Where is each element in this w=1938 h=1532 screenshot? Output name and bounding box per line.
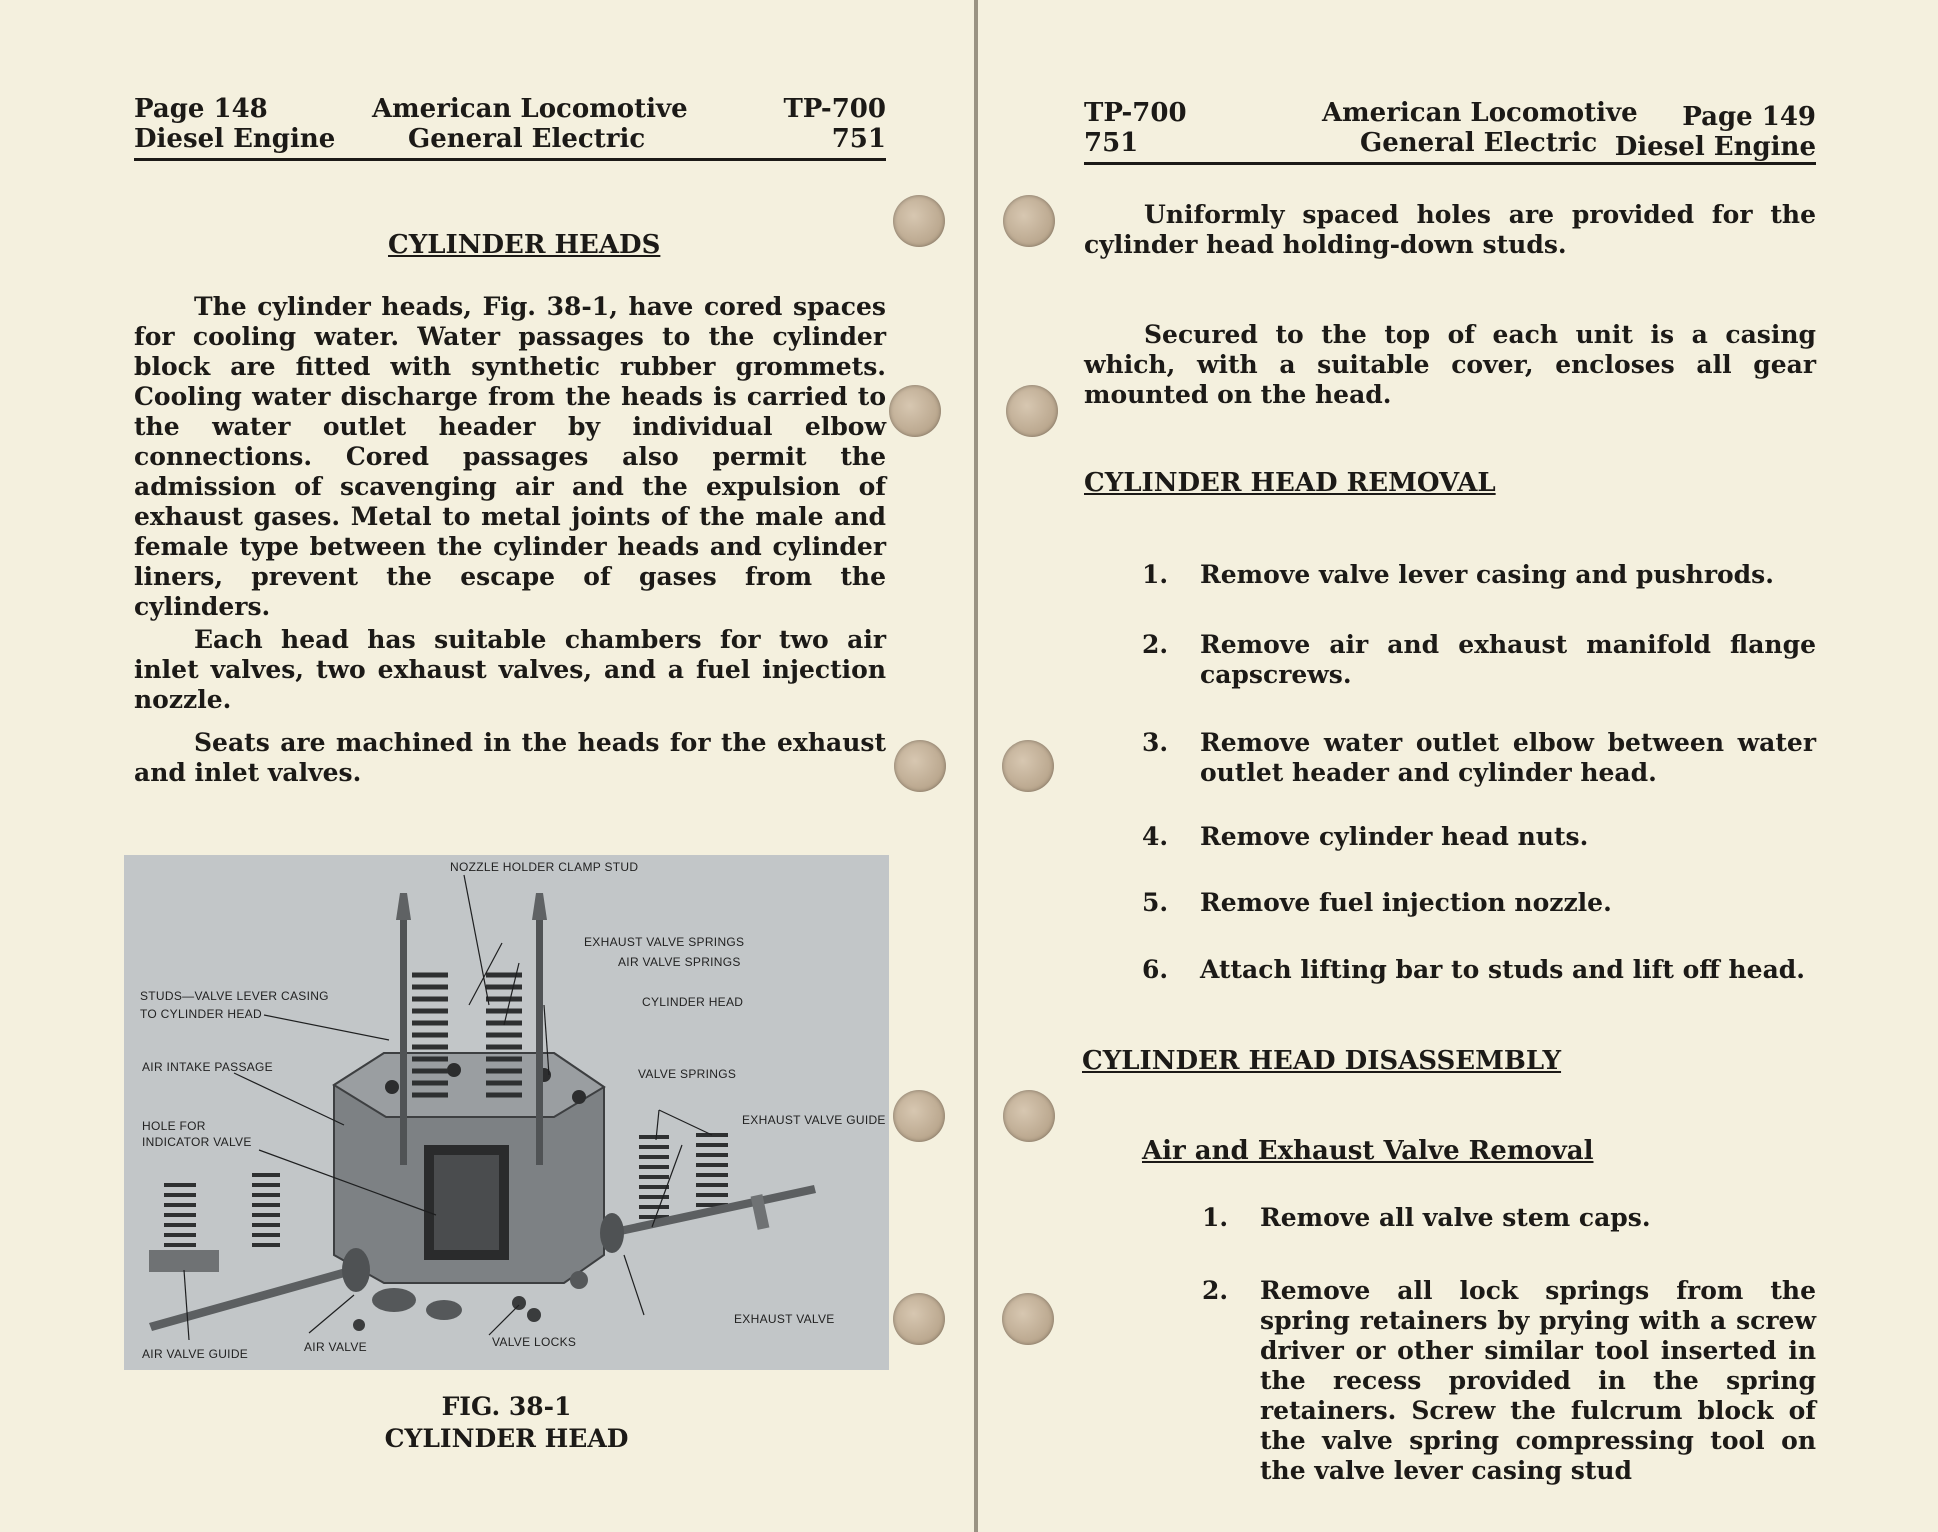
label-hole-line1: HOLE FOR — [142, 1119, 206, 1133]
list-number: 1. — [1142, 560, 1169, 589]
figure-caption-title: CYLINDER HEAD — [384, 1424, 629, 1453]
list-text: Attach lifting bar to studs and lift off head. — [1200, 955, 1805, 984]
label-hole-line2: INDICATOR VALVE — [142, 1135, 252, 1149]
label-exhaust-valve-guide: EXHAUST VALVE GUIDE — [742, 1113, 886, 1127]
paragraph: Seats are machined in the heads for the exhaust and inlet valves. — [134, 728, 886, 787]
label-valve-springs: VALVE SPRINGS — [638, 1067, 737, 1081]
label-nozzle-holder-clamp-stud: NOZZLE HOLDER CLAMP STUD — [450, 860, 639, 874]
paragraph: Each head has suitable chambers for two air inlet valves, two exhaust valves, and a fuel injection nozzle. — [134, 625, 886, 714]
header-doc-num: 751 — [1084, 128, 1139, 158]
right-page-header — [1084, 98, 1816, 165]
page-number: Page 149 — [1682, 102, 1816, 132]
binder-hole — [894, 740, 946, 792]
binder-hole — [893, 1090, 945, 1142]
header-doc-num: 751 — [831, 124, 886, 154]
header-subject: Diesel Engine — [1614, 132, 1816, 162]
list-number: 1. — [1202, 1203, 1229, 1232]
paragraph: Uniformly spaced holes are provided for the cylinder head holding-down studs. — [1084, 200, 1816, 259]
section-title-cylinder-head-removal: CYLINDER HEAD REMOVAL — [1084, 468, 1496, 498]
binder-hole — [1002, 740, 1054, 792]
header-company-line2: General Electric — [408, 124, 646, 154]
cylinder-head-photo — [124, 855, 889, 1370]
label-exhaust-valve-springs: EXHAUST VALVE SPRINGS — [584, 935, 745, 949]
binder-hole — [1002, 1293, 1054, 1345]
list-number: 2. — [1142, 630, 1169, 659]
list-number: 3. — [1142, 728, 1169, 757]
paragraph: Secured to the top of each unit is a casing which, with a suitable cover, encloses all gear mounted on the head. — [1084, 320, 1816, 409]
label-air-valve-guide: AIR VALVE GUIDE — [142, 1347, 249, 1361]
list-text: Remove air and exhaust manifold flange capscrews. — [1200, 630, 1816, 689]
paragraph: The cylinder heads, Fig. 38-1, have cored spaces for cooling water. Water passages to the cylinder block are fitted with synthetic rubber grommets. Cooling water discharge from the heads is carried to the water outlet header by individual elbow connections. Cored passages also permit the admission of scavenging air and the expulsion of exhaust gases. Metal to metal joints of the male and female type between the cylinder heads and cylinder liners, prevent the escape of gases from the cylinders. — [134, 292, 886, 621]
label-studs-line1: STUDS—VALVE LEVER CASING — [140, 989, 329, 1003]
list-item — [1142, 728, 1816, 788]
subsection-title-valve-removal: Air and Exhaust Valve Removal — [1142, 1136, 1594, 1166]
list-text: Remove cylinder head nuts. — [1200, 822, 1589, 851]
right-page — [978, 0, 1938, 1532]
label-studs-line2: TO CYLINDER HEAD — [140, 1007, 262, 1021]
list-text: Remove fuel injection nozzle. — [1200, 888, 1612, 917]
binder-hole — [893, 195, 945, 247]
list-item — [1142, 888, 1816, 918]
list-item — [1142, 822, 1816, 852]
binder-hole — [1006, 385, 1058, 437]
list-item — [1142, 560, 1816, 590]
binder-hole — [889, 385, 941, 437]
list-text: Remove water outlet elbow between water outlet header and cylinder head. — [1200, 728, 1816, 787]
header-doc-code: TP-700 — [1084, 98, 1187, 128]
label-air-valve: AIR VALVE — [304, 1340, 367, 1354]
label-cylinder-head: CYLINDER HEAD — [642, 995, 744, 1009]
binder-hole — [1003, 1090, 1055, 1142]
header-doc-code: TP-700 — [783, 94, 886, 124]
list-text: Remove all lock springs from the spring retainers by prying with a screw driver or other similar tool inserted in the recess provided in the spring retainers. Screw the fulcrum block of the valve spring compressing tool on the valve lever casing stud — [1260, 1276, 1816, 1485]
header-subject: Diesel Engine — [134, 124, 336, 154]
header-company-line1: American Locomotive — [1322, 98, 1638, 128]
list-item — [1142, 955, 1816, 985]
list-text: Remove valve lever casing and pushrods. — [1200, 560, 1774, 589]
figure-caption-number: FIG. 38-1 — [441, 1392, 572, 1421]
header-company-line2: General Electric — [1360, 128, 1598, 158]
header-company-line1: American Locomotive — [372, 94, 688, 124]
binder-hole — [893, 1293, 945, 1345]
list-item — [1202, 1276, 1816, 1485]
list-number: 6. — [1142, 955, 1169, 984]
list-number: 4. — [1142, 822, 1169, 851]
list-number: 5. — [1142, 888, 1169, 917]
list-item — [1202, 1203, 1816, 1233]
list-number: 2. — [1202, 1276, 1229, 1305]
section-title-cylinder-heads: CYLINDER HEADS — [388, 230, 661, 260]
left-page-header — [134, 94, 886, 161]
label-exhaust-valve: EXHAUST VALVE — [734, 1312, 835, 1326]
label-air-valve-springs: AIR VALVE SPRINGS — [618, 955, 741, 969]
list-item — [1142, 630, 1816, 690]
page-number: Page 148 — [134, 94, 268, 124]
section-title-cylinder-head-disassembly: CYLINDER HEAD DISASSEMBLY — [1082, 1046, 1562, 1076]
binder-hole — [1003, 195, 1055, 247]
label-valve-locks: VALVE LOCKS — [492, 1335, 577, 1349]
label-air-intake-passage: AIR INTAKE PASSAGE — [142, 1060, 273, 1074]
list-text: Remove all valve stem caps. — [1260, 1203, 1651, 1232]
